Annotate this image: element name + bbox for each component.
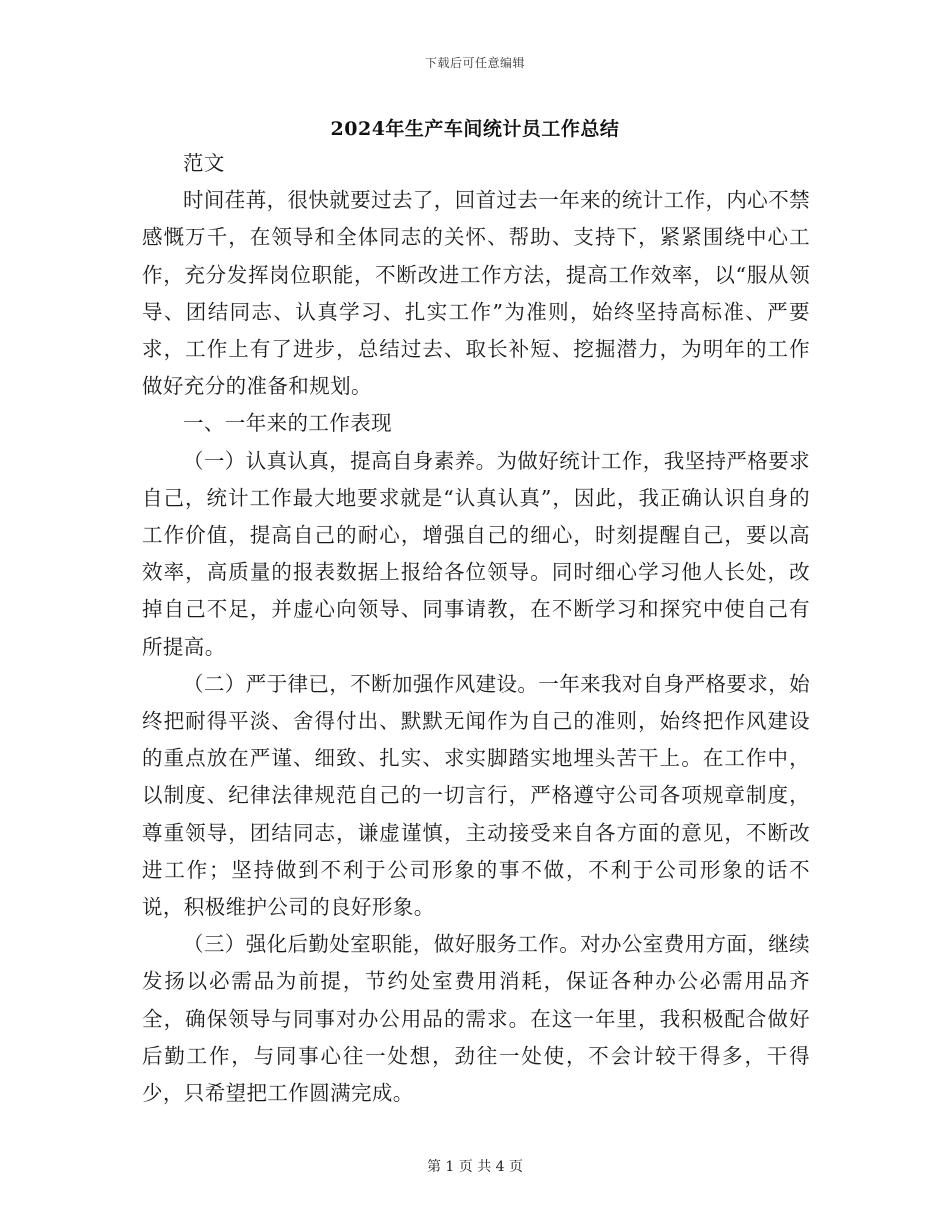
page-number: 第 1 页 共 4 页 <box>426 1159 524 1175</box>
download-note: 下载后可任意编辑 <box>424 56 525 70</box>
paragraph-item-3: （三）强化后勤处室职能，做好服务工作。对办公室费用方面，继续发扬以必需品为前提，节约处室费用消耗，保证各种办公必需用品齐全，确保领导与同事对办公用品的需求。在这一年里，我积极配合做好后勤工作，与同事心往一处想，劲往一处使，不会计较干得多，干得少，只希望把工作圆满完成。 <box>142 932 810 1106</box>
document-body <box>142 145 810 1112</box>
paragraph-subtitle: 范文 <box>183 151 225 175</box>
paragraph-item-1: （一）认真认真，提高自身素养。为做好统计工作，我坚持严格要求自己，统计工作最大地要求就是“认真认真”，因此，我正确认识自身的工作价值，提高自己的耐心，增强自己的细心，时刻提醒自己，要以高效率，高质量的报表数据上报给各位领导。同时细心学习他人长处，改掉自己不足，并虚心向领导、同事请教，在不断学习和探究中使自己有所提高。 <box>142 448 810 659</box>
section-heading: 一、一年来的工作表现 <box>183 411 392 436</box>
paragraph-item-2: （二）严于律已，不断加强作风建设。一年来我对自身严格要求，始终把耐得平淡、舍得付出、默默无闻作为自己的准则，始终把作风建设的重点放在严谨、细致、扎实、求实脚踏实地埋头苦干上。在工作中，以制度、纪律法律规范自己的一切言行，严格遵守公司各项规章制度，尊重领导，团结同志，谦虚谨慎，主动接受来自各方面的意见，不断改进工作；坚持做到不利于公司形象的事不做，不利于公司形象的话不说，积极维护公司的良好形象。 <box>142 671 810 920</box>
paragraph-intro: 时间荏苒，很快就要过去了，回首过去一年来的统计工作，内心不禁感慨万千，在领导和全体同志的关怀、帮助、支持下，紧紧围绕中心工作，充分发挥岗位职能，不断改进工作方法，提高工作效率，以“服从领导、团结同志、认真学习、扎实工作”为准则，始终坚持高标准、严要求，工作上有了进步，总结过去、取长补短、挖掘潜力，为明年的工作做好充分的准备和规划。 <box>142 188 810 399</box>
document-title: 2024年生产车间统计员工作总结 <box>330 118 620 140</box>
